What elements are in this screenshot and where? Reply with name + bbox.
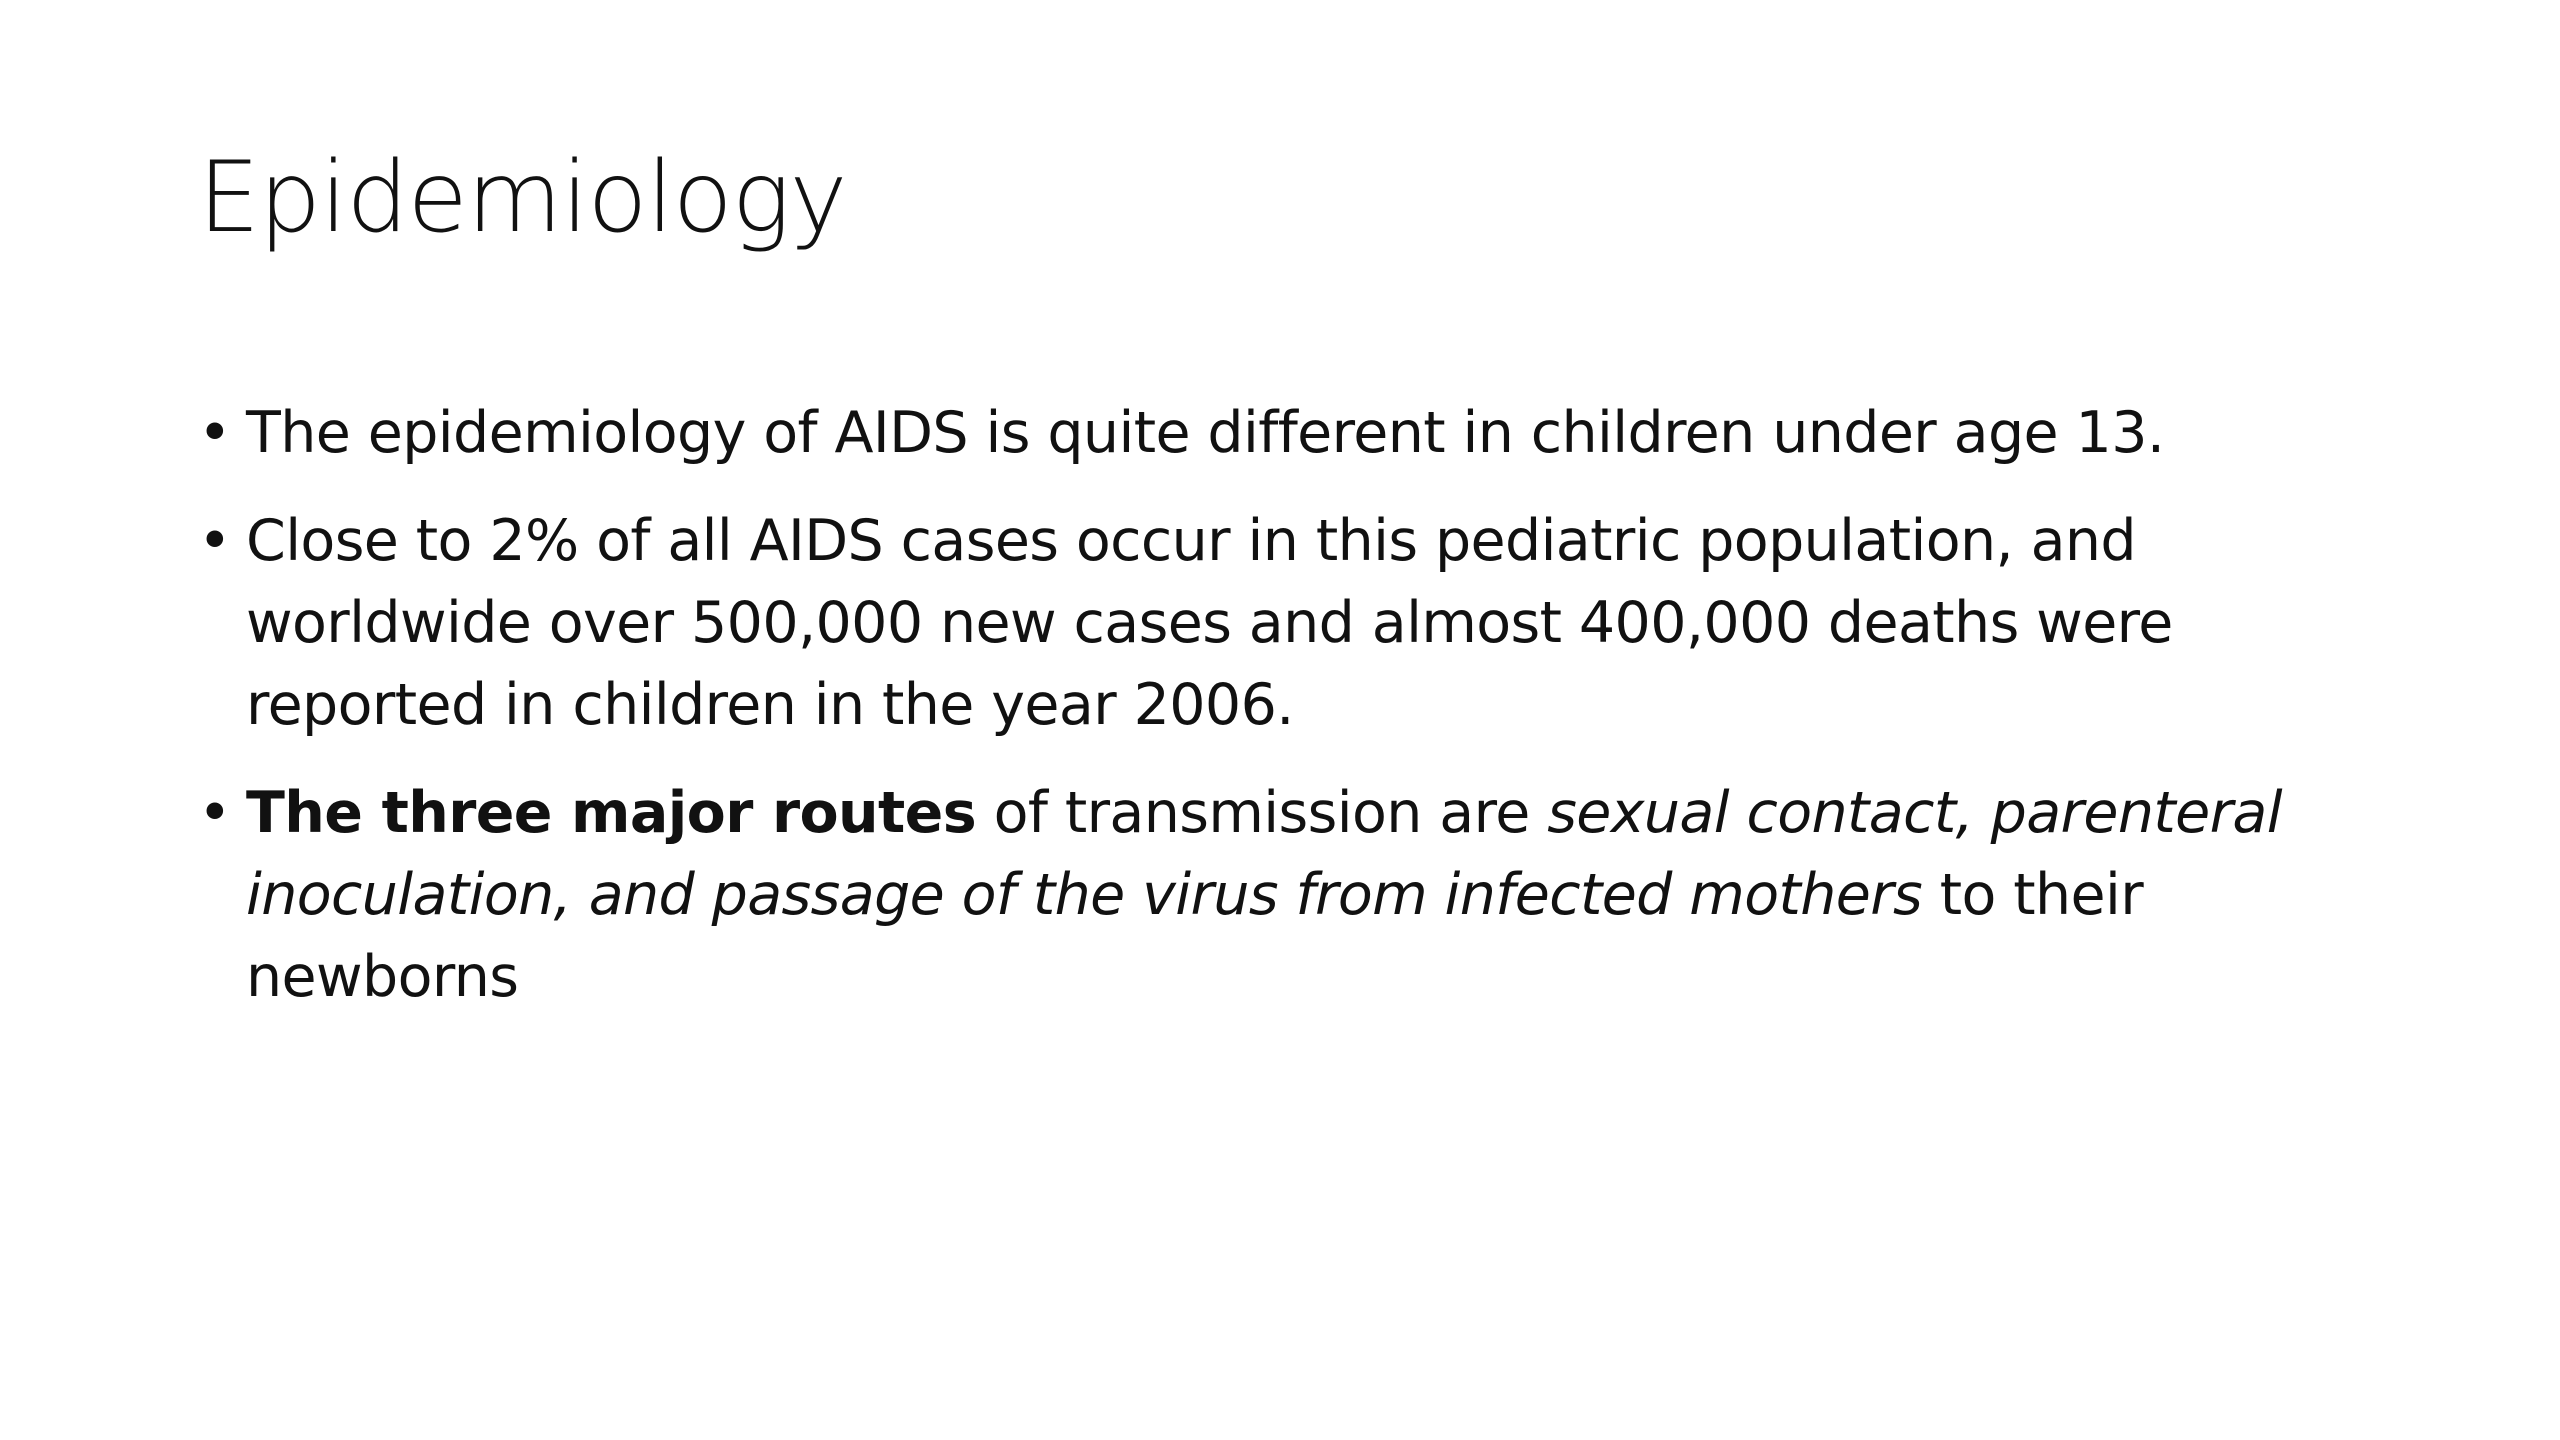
- slide-title: Epidemiology: [198, 141, 847, 255]
- bullet-italic-text: sexual contact, parenteral inoculation, and passage of the virus from infected mothers: [246, 780, 2282, 928]
- bullet-bold-text: The three major routes: [246, 780, 977, 846]
- bullet-icon: •: [198, 400, 232, 466]
- bullet-text: Close to 2% of all AIDS cases occur in this pediatric population, and worldwide over 500,000 new cases and almost 400,000 deaths were reported in children in the year 2006.: [246, 508, 2173, 738]
- bullet-icon: •: [198, 508, 232, 574]
- bullet-item: [198, 772, 2418, 1018]
- bullet-icon: •: [198, 780, 232, 846]
- bullet-item: [198, 392, 2418, 474]
- bullet-list: [198, 392, 2418, 1044]
- bullet-text: to their newborns: [246, 862, 2144, 1010]
- bullet-item: [198, 500, 2418, 746]
- bullet-text: of transmission are: [976, 780, 1548, 846]
- bullet-text: The epidemiology of AIDS is quite different in children under age 13.: [246, 400, 2165, 466]
